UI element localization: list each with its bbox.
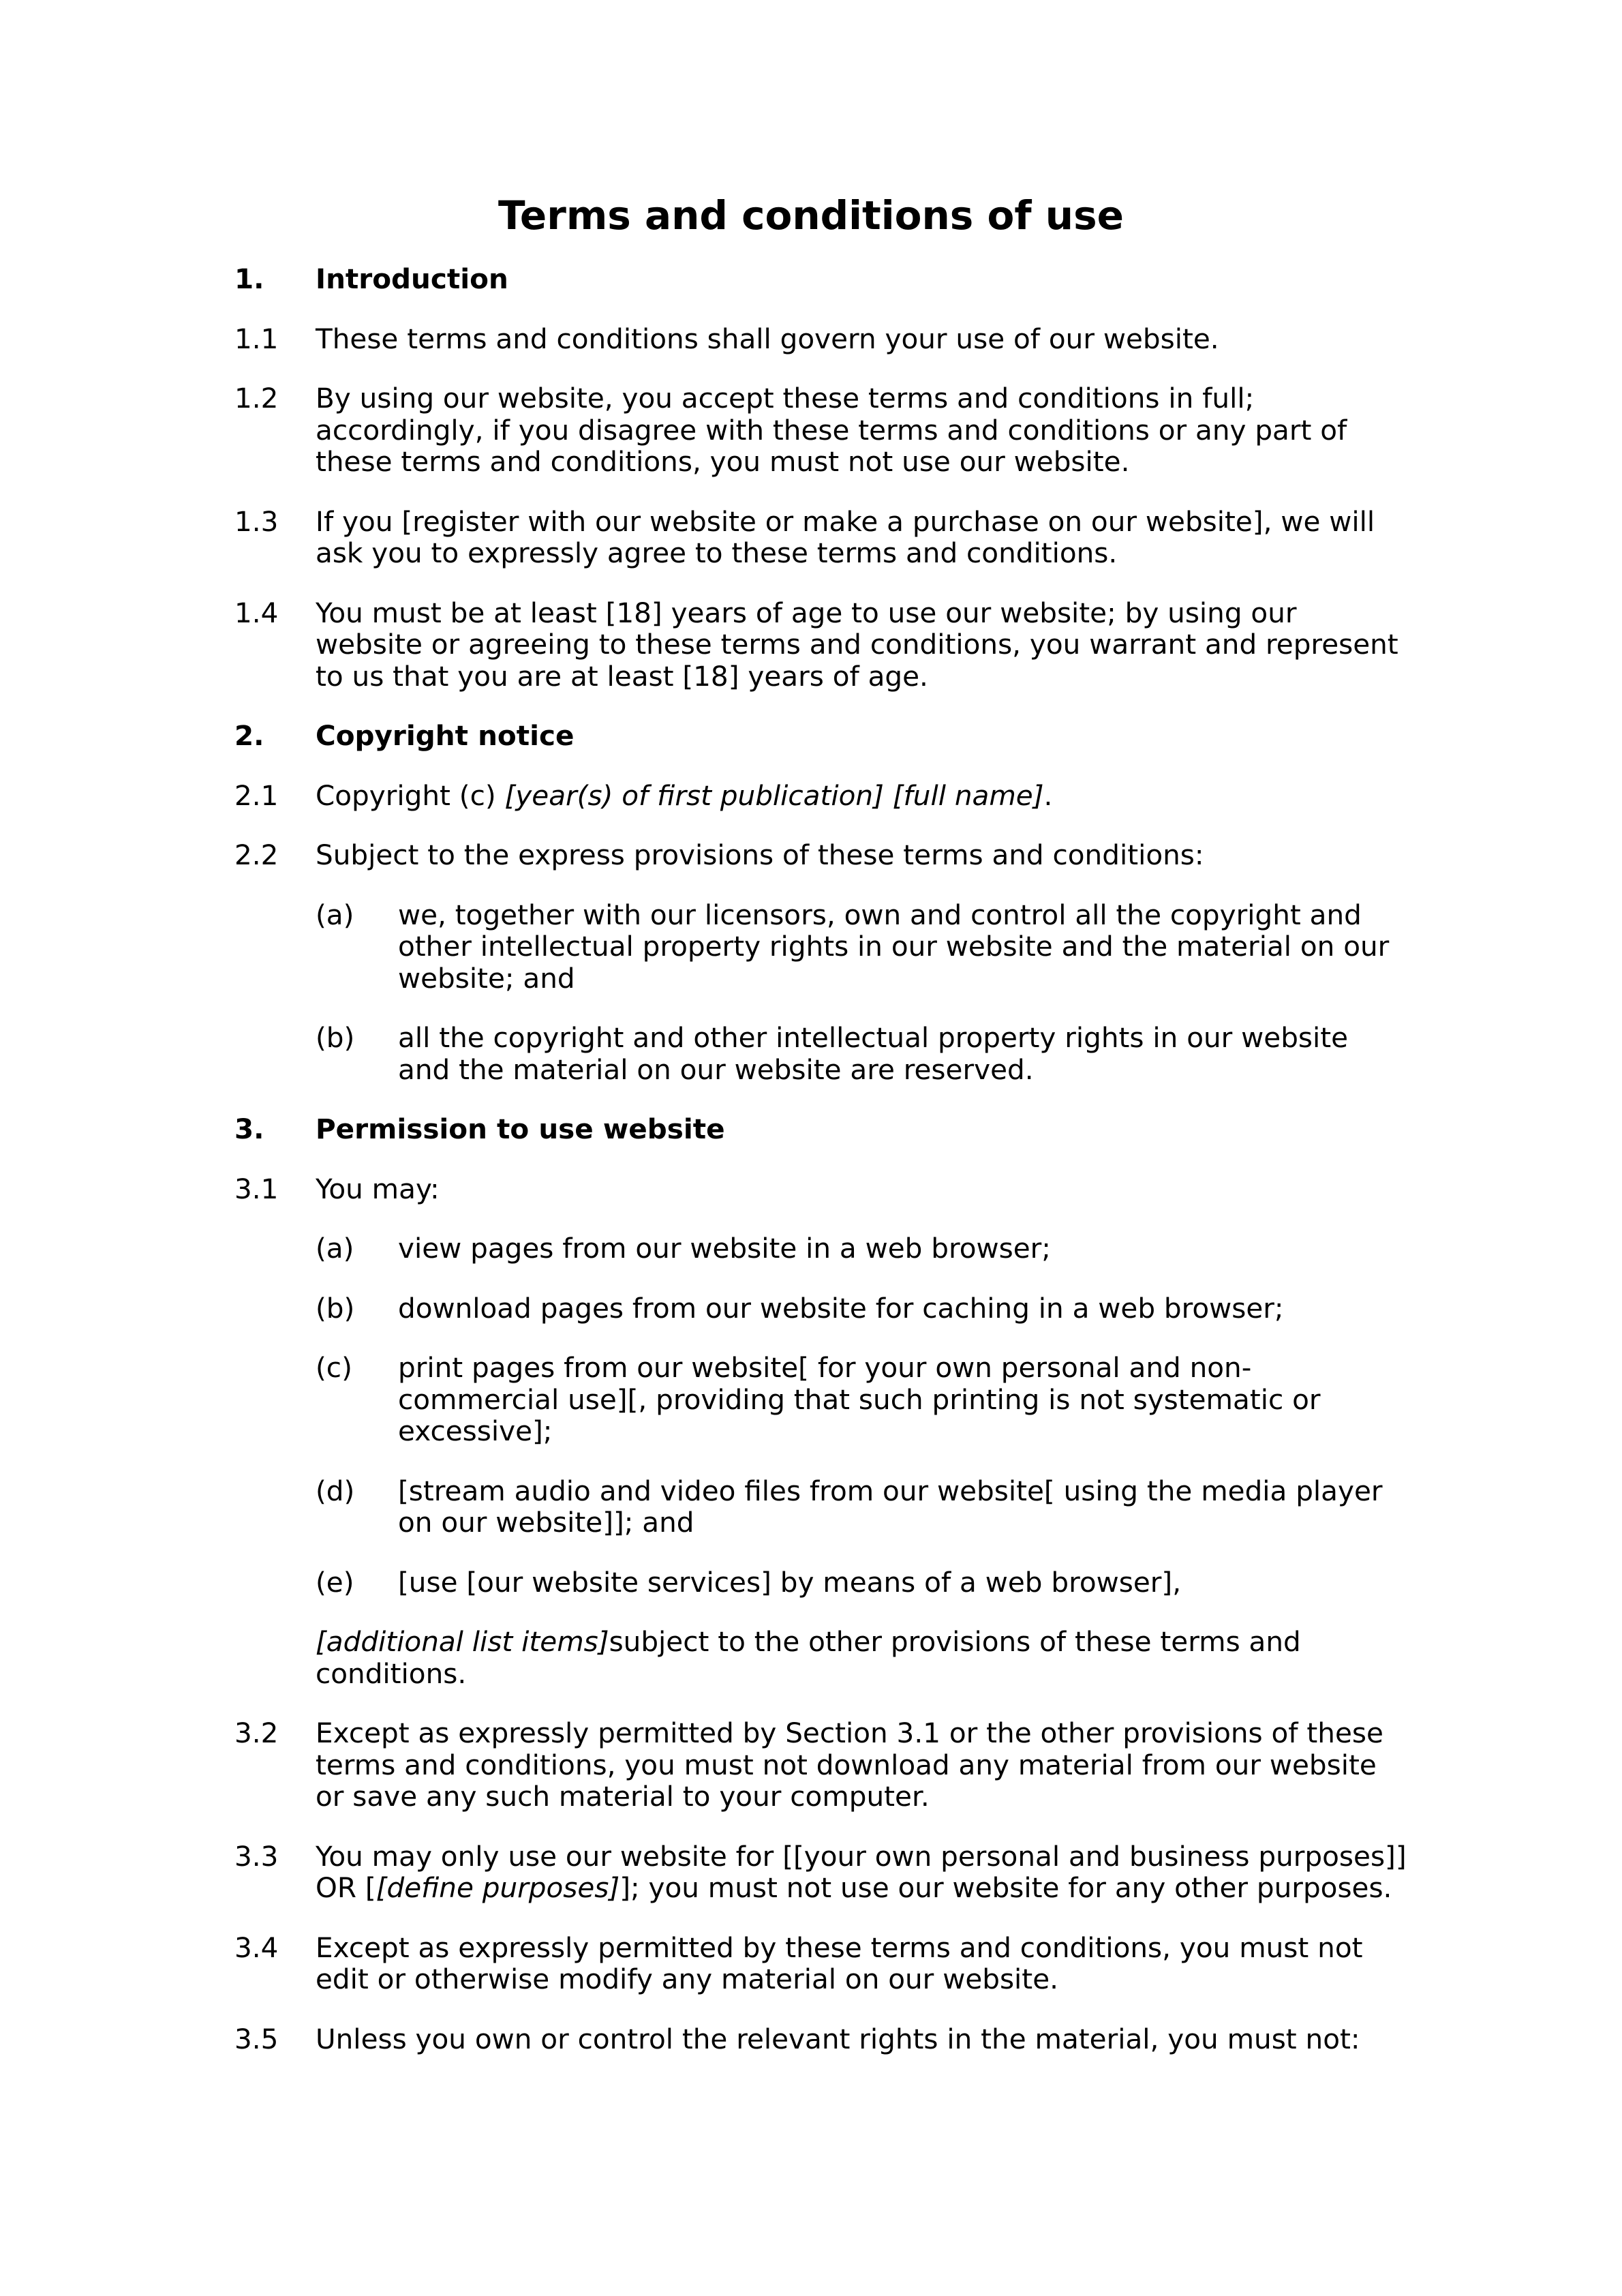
- clause-text: Except as expressly permitted by Section 3.1 or the other provisions of these terms and conditions, you must not download any material from our website or save any such material to your computer.: [316, 1717, 1383, 1813]
- subclause-3-1-a: [234, 1233, 1407, 1265]
- clause-text: You may:: [316, 1172, 440, 1205]
- clause-text-before: You may only use our website for [[your own personal and business purposes]] OR [: [316, 1839, 1407, 1904]
- section-heading-text: Introduction: [316, 262, 508, 295]
- clause-text: You must be at least [18] years of age to use our website; by using our website or agreeing to these terms and conditions, you warrant and represent to us that you are at least [18] years of age.: [316, 596, 1398, 693]
- subclause-label: (a): [316, 1232, 354, 1265]
- subclause-text: print pages from our website[ for your own personal and non-commercial use][, providing that such printing is not systematic or excessive];: [398, 1351, 1321, 1447]
- clause-3-4: [234, 1932, 1407, 1995]
- section-heading-permission: [234, 1113, 1407, 1145]
- clause-1-3: [234, 506, 1407, 569]
- section-number: 1.: [234, 262, 264, 295]
- section-heading-introduction: [234, 263, 1407, 295]
- subclause-text: we, together with our licensors, own and control all the copyright and other intellectual property rights in our website and the material on our website; and: [398, 898, 1390, 995]
- clause-text-after: ]; you must not use our website for any other purposes.: [619, 1871, 1392, 1904]
- subclause-label: (b): [316, 1291, 355, 1325]
- subclause-text: download pages from our website for caching in a web browser;: [398, 1291, 1284, 1325]
- clause-number: 3.4: [234, 1931, 279, 1964]
- section-number: 2.: [234, 719, 264, 752]
- clause-text: If you [register with our website or make a purchase on our website], we will ask you to expressly agree to these terms and conditions.: [316, 504, 1375, 569]
- clause-text-placeholder: [define purposes]: [376, 1871, 620, 1904]
- clause-number: 3.1: [234, 1172, 279, 1205]
- subclause-label: (e): [316, 1565, 354, 1599]
- clause-text-placeholder: [year(s) of first publication] [full name]: [504, 779, 1044, 812]
- clause-3-5: [234, 2023, 1407, 2055]
- section-heading-text: Copyright notice: [316, 719, 575, 752]
- clause-number: 1.4: [234, 596, 279, 629]
- subclause-label: (d): [316, 1474, 355, 1507]
- subclause-2-2-b: [234, 1022, 1407, 1085]
- clause-text: Unless you own or control the relevant rights in the material, you must not:: [316, 2022, 1360, 2055]
- section-heading-copyright: [234, 720, 1407, 752]
- subclause-label: (c): [316, 1351, 352, 1384]
- trailer-body: subject to the other provisions of these terms and conditions.: [316, 1625, 1301, 1690]
- subclause-text: all the copyright and other intellectual property rights in our website and the material on our website are reserved.: [398, 1021, 1349, 1086]
- trailer-placeholder: [additional list items]: [316, 1625, 609, 1658]
- section-heading-text: Permission to use website: [316, 1113, 725, 1145]
- clause-number: 1.2: [234, 382, 279, 414]
- subclause-3-1-d: [234, 1475, 1407, 1539]
- clause-number: 1.1: [234, 322, 279, 355]
- clause-number: 2.1: [234, 779, 279, 812]
- clause-1-1: [234, 323, 1407, 355]
- clause-text-prefix: Copyright (c): [316, 779, 505, 812]
- subclause-3-1-c: [234, 1352, 1407, 1447]
- clause-number: 3.3: [234, 1839, 279, 1873]
- clause-2-1: [234, 780, 1407, 812]
- subclause-3-1-e: [234, 1567, 1407, 1599]
- clause-text: These terms and conditions shall govern your use of our website.: [316, 322, 1219, 355]
- clause-3-1-trailer: [234, 1626, 1407, 1689]
- clause-3-1: [234, 1173, 1407, 1205]
- clause-number: 3.5: [234, 2022, 279, 2055]
- clause-text: Subject to the express provisions of these terms and conditions:: [316, 839, 1204, 871]
- clause-text: Except as expressly permitted by these terms and conditions, you must not edit or otherwise modify any material on our website.: [316, 1931, 1363, 1995]
- subclause-text: [use [our website services] by means of a web browser],: [398, 1565, 1182, 1599]
- clause-2-2: [234, 839, 1407, 871]
- clause-text-suffix: .: [1043, 779, 1053, 812]
- clause-3-2: [234, 1717, 1407, 1813]
- subclause-label: (b): [316, 1021, 355, 1054]
- trailer-text: [316, 1626, 1407, 1689]
- clause-1-4: [234, 597, 1407, 693]
- document-title: Terms and conditions of use: [498, 192, 1124, 239]
- clause-text: By using our website, you accept these terms and conditions in full; accordingly, if you disagree with these terms and conditions or any part of these terms and conditions, you must not use our website.: [316, 382, 1347, 478]
- clause-number: 3.2: [234, 1717, 279, 1749]
- clause-3-3: [234, 1841, 1407, 1904]
- section-number: 3.: [234, 1113, 264, 1145]
- document-body: [234, 263, 1407, 2083]
- clause-1-2: [234, 382, 1407, 478]
- subclause-text: view pages from our website in a web browser;: [398, 1232, 1051, 1265]
- clause-number: 1.3: [234, 504, 279, 538]
- subclause-3-1-b: [234, 1293, 1407, 1325]
- subclause-label: (a): [316, 898, 354, 931]
- subclause-text: [stream audio and video files from our website[ using the media player on our website]]; and: [398, 1474, 1383, 1539]
- clause-number: 2.2: [234, 839, 279, 871]
- subclause-2-2-a: [234, 899, 1407, 995]
